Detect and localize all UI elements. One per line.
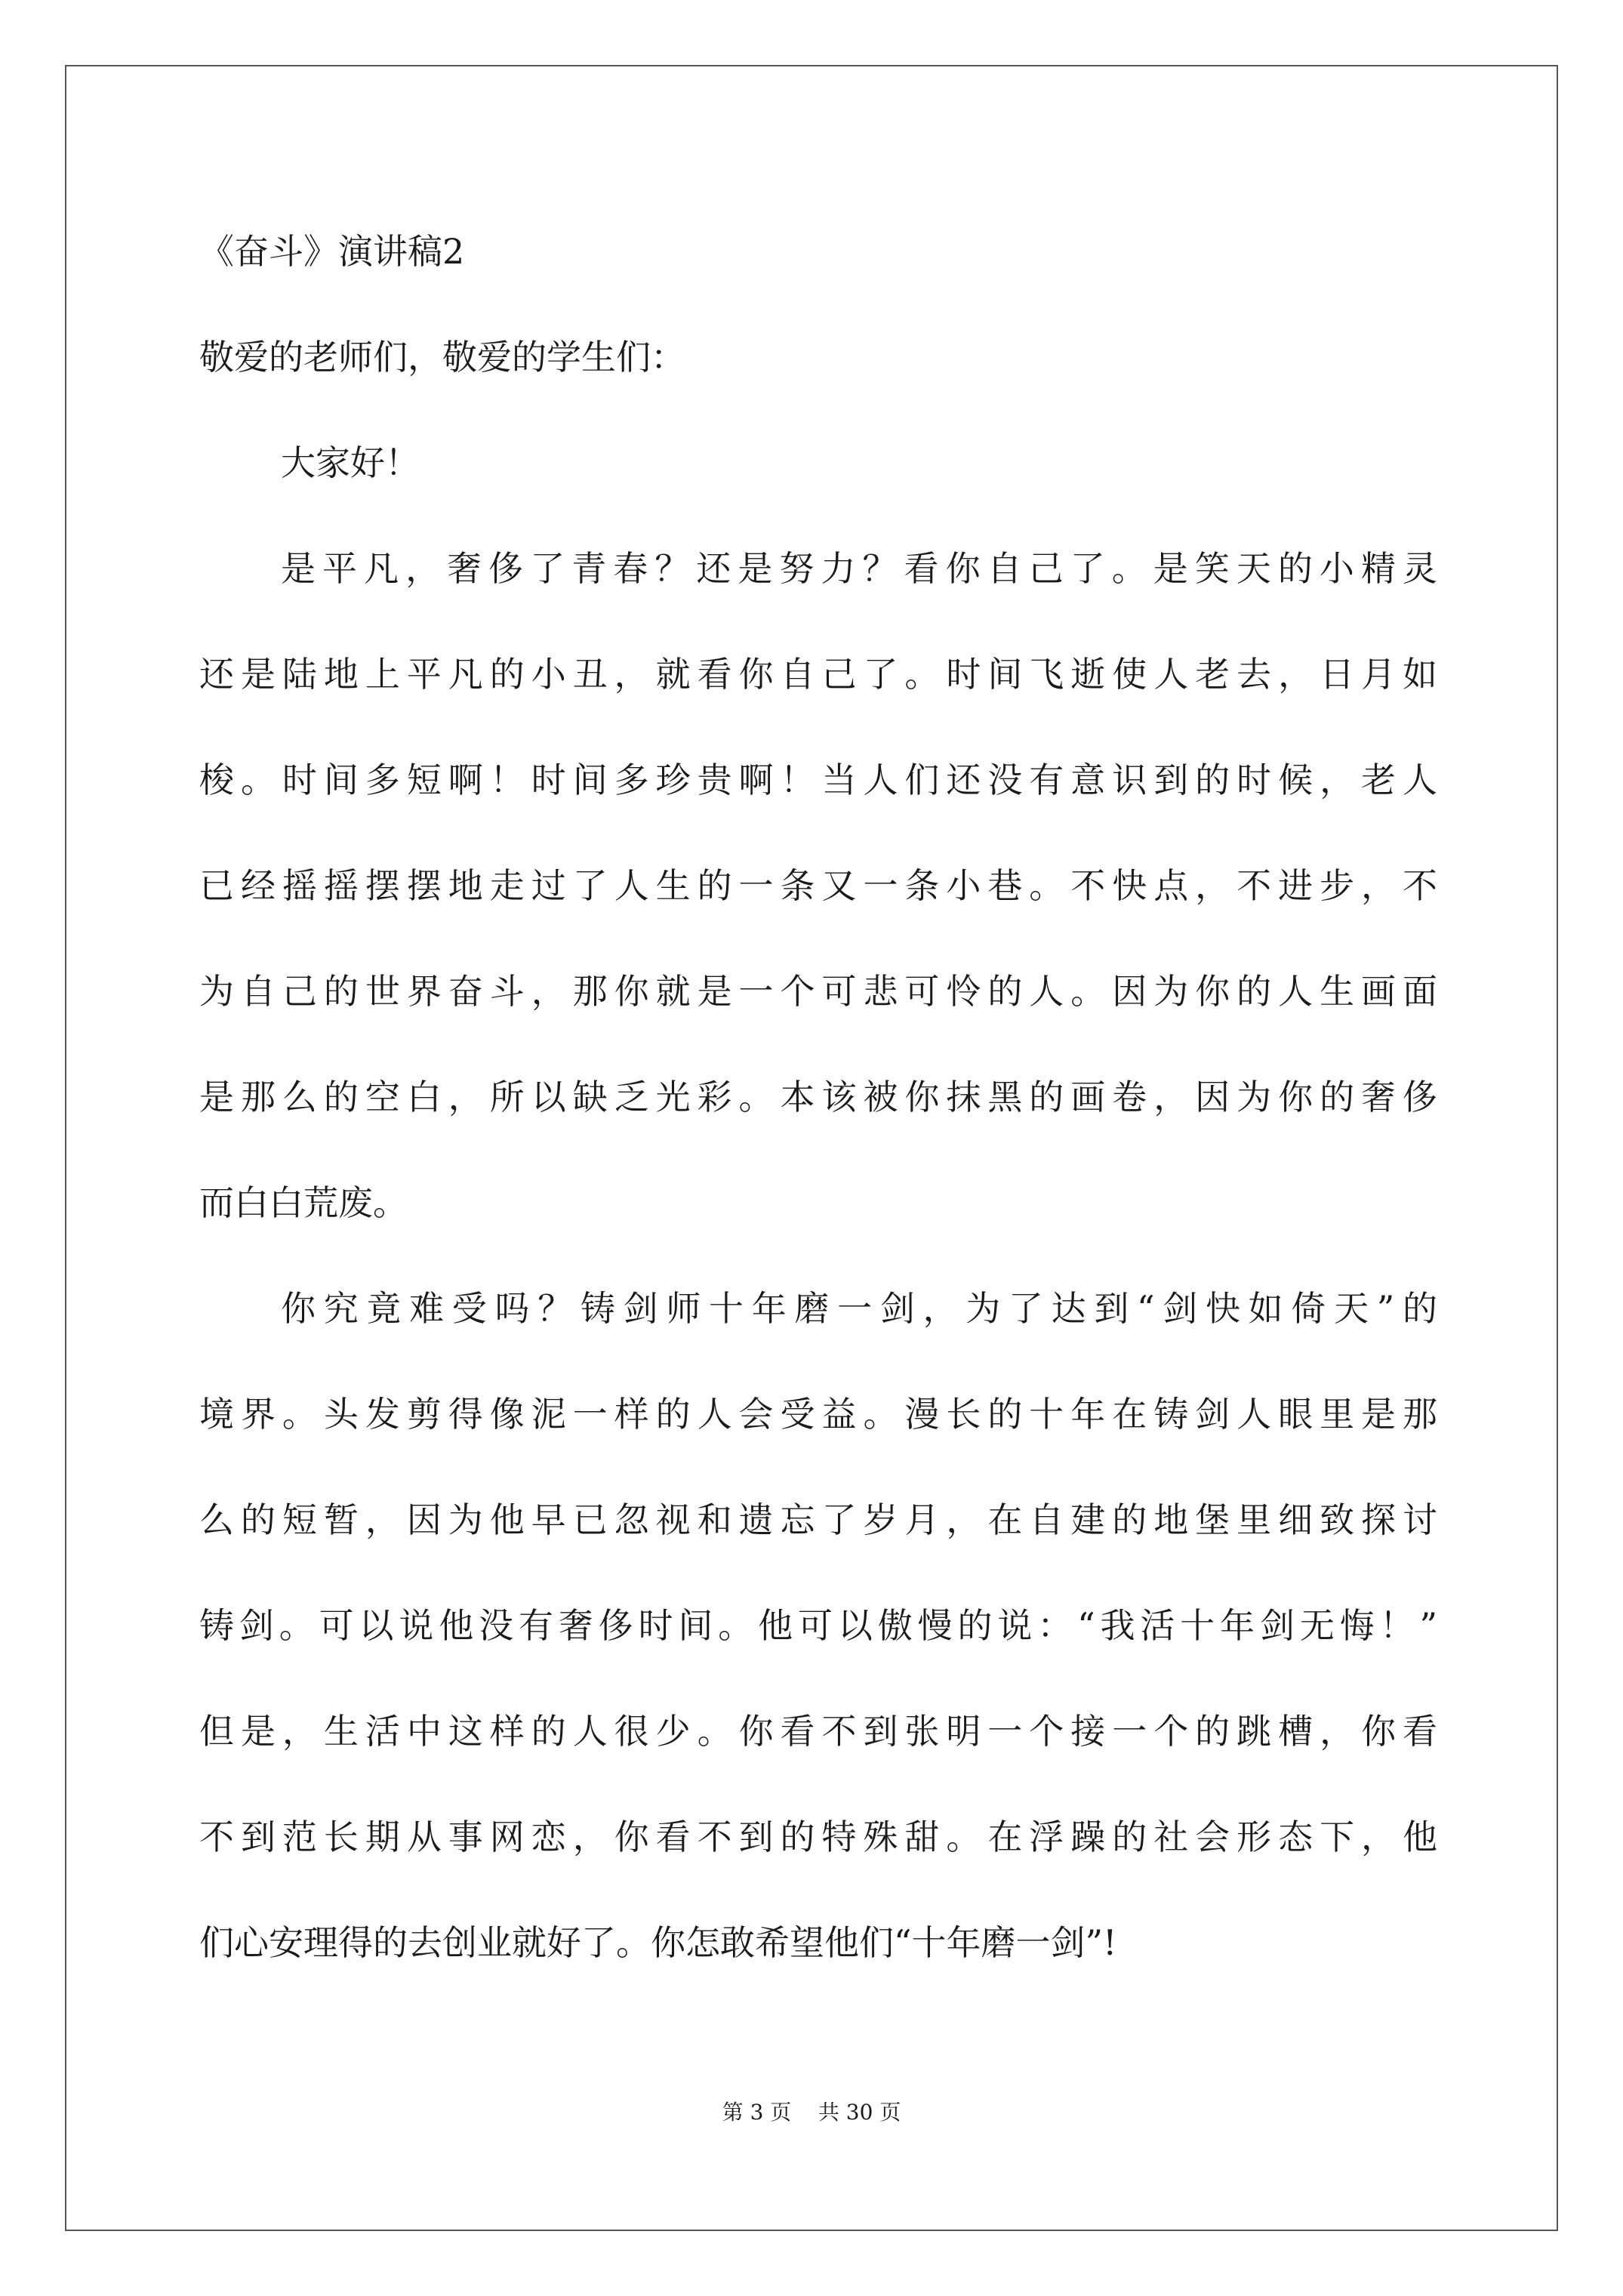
- paragraph-1-line-2: 还是陆地上平凡的小丑，就看你自己了。时间飞逝使人老去，日月如: [199, 654, 1437, 695]
- paragraph-2-line-2: 境界。头发剪得像泥一样的人会受益。漫长的十年在铸剑人眼里是那: [199, 1394, 1437, 1435]
- paragraph-1-line-3: 梭。时间多短啊！时间多珍贵啊！当人们还没有意识到的时候，老人: [199, 760, 1437, 800]
- paragraph-2-line-4: 铸剑。可以说他没有奢侈时间。他可以傲慢的说：“我活十年剑无悔！”: [199, 1605, 1437, 1646]
- paragraph-2-line-7: 们心安理得的去创业就好了。你怎敢希望他们“十年磨一剑”!: [199, 1922, 1117, 1963]
- salutation: 敬爱的老师们，敬爱的学生们：: [199, 337, 685, 378]
- page-border: [65, 65, 1558, 2231]
- paragraph-2-line-3: 么的短暂，因为他早已忽视和遗忘了岁月，在自建的地堡里细致探讨: [199, 1499, 1437, 1540]
- paragraph-1-line-6: 是那么的空白，所以缺乏光彩。本该被你抹黑的画卷，因为你的奢侈: [199, 1077, 1437, 1117]
- paragraph-2-line-5: 但是，生活中这样的人很少。你看不到张明一个接一个的跳槽，你看: [199, 1711, 1437, 1752]
- paragraph-1-line-4: 已经摇摇摆摆地走过了人生的一条又一条小巷。不快点，不进步，不: [199, 865, 1437, 906]
- paragraph-1-line-5: 为自己的世界奋斗，那你就是一个可悲可怜的人。因为你的人生画面: [199, 971, 1437, 1012]
- paragraph-1-line-1: 是平凡，奢侈了青春？还是努力？看你自己了。是笑天的小精灵: [281, 548, 1437, 589]
- paragraph-1-line-7: 而白白荒废。: [199, 1182, 408, 1223]
- greeting: 大家好！: [281, 442, 420, 483]
- document-title: 《奋斗》演讲稿2: [199, 231, 465, 272]
- paragraph-2-line-1: 你究竟难受吗？铸剑师十年磨一剑，为了达到“剑快如倚天”的: [281, 1288, 1437, 1329]
- paragraph-2-line-6: 不到范长期从事网恋，你看不到的特殊甜。在浮躁的社会形态下，他: [199, 1817, 1437, 1857]
- page-number: 第 3 页 共 30 页: [722, 2100, 901, 2125]
